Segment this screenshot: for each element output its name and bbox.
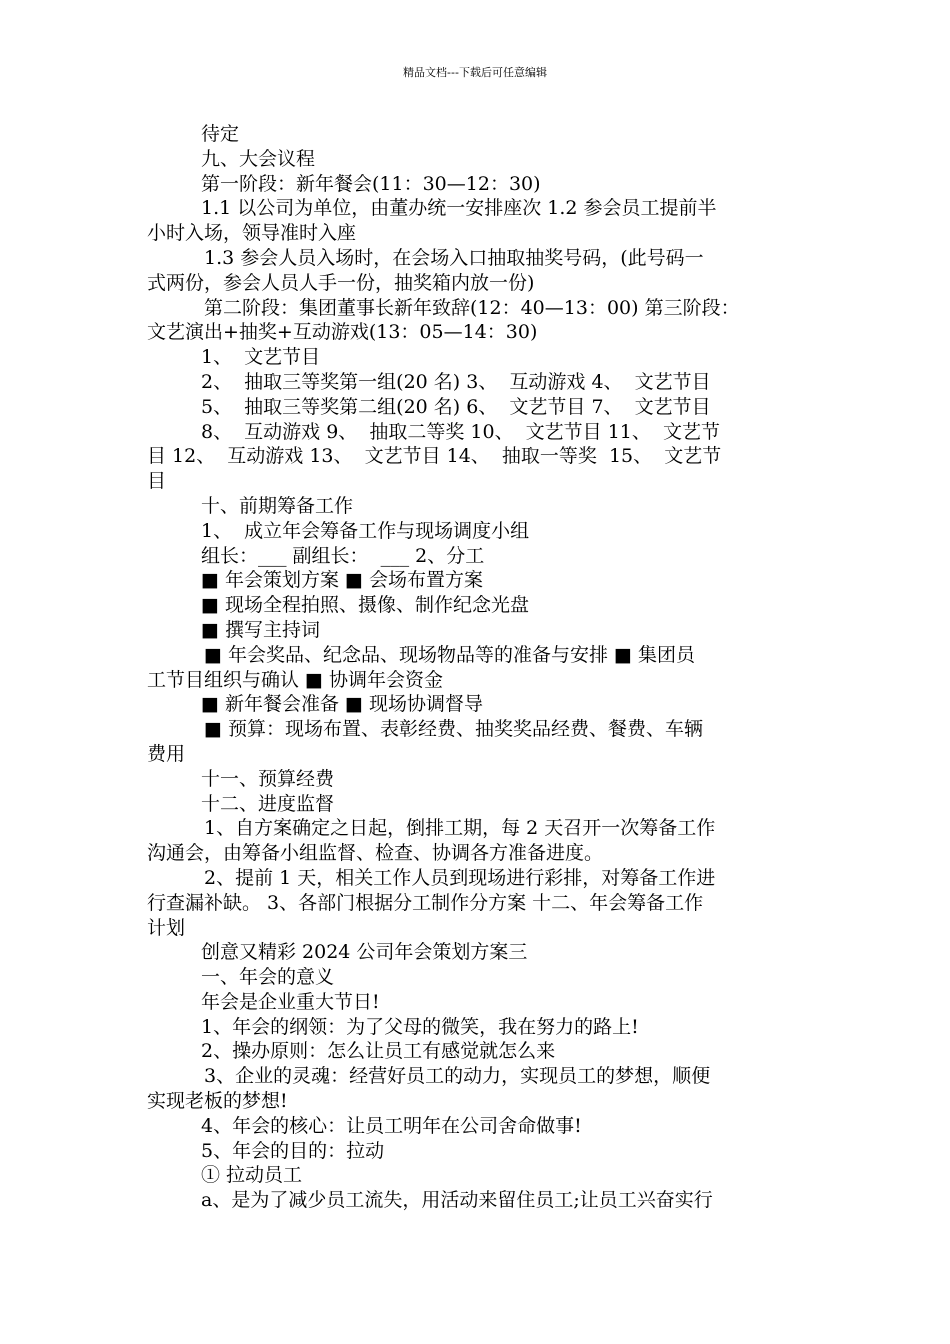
list-item: 实现老板的梦想! xyxy=(147,1090,288,1113)
text-line: 行查漏补缺。 3、各部门根据分工制作分方案 十二、年会筹备工作 xyxy=(147,891,704,914)
list-item: 2、 抽取三等奖第一组(20 名) 3、 互动游戏 4、 文艺节目 xyxy=(201,370,711,393)
bullet-item: ■ 撰写主持词 xyxy=(201,618,320,641)
text-line: 计划 xyxy=(147,916,186,939)
text-line: 文艺演出+抽奖+互动游戏(13：05—14：30) xyxy=(147,321,538,344)
list-item: 1、 成立年会筹备工作与现场调度小组 xyxy=(201,519,530,542)
text-line: 待定 xyxy=(201,123,240,145)
section-heading: 十、前期筹备工作 xyxy=(201,494,354,517)
list-item: 2、操办原则：怎么让员工有感觉就怎么来 xyxy=(201,1040,556,1063)
list-item: 5、 抽取三等奖第二组(20 名) 6、 文艺节目 7、 文艺节目 xyxy=(201,395,711,418)
list-item: 1、年会的纲领：为了父母的微笑，我在努力的路上! xyxy=(201,1015,639,1038)
bullet-item: ■ 预算：现场布置、表彰经费、抽奖奖品经费、餐费、车辆 xyxy=(204,718,703,741)
text-line: 2、提前 1 天，相关工作人员到现场进行彩排，对筹备工作进 xyxy=(204,866,716,889)
bullet-item: 费用 xyxy=(147,742,186,765)
text-line: 式两份，参会人员人手一份，抽奖箱内放一份) xyxy=(147,271,535,294)
document-title: 创意又精彩 2024 公司年会策划方案三 xyxy=(201,941,528,964)
section-heading: 一、年会的意义 xyxy=(201,966,335,989)
text-line: 第一阶段：新年餐会(11：30—12：30) xyxy=(201,172,541,195)
text-line: 小时入场，领导准时入座 xyxy=(147,222,357,245)
list-item: 目 xyxy=(147,470,167,493)
list-item: 1、 文艺节目 xyxy=(201,346,321,369)
list-item: 4、年会的核心：让员工明年在公司舍命做事! xyxy=(201,1114,582,1137)
text-line: 沟通会，由筹备小组监督、检查、协调各方准备进度。 xyxy=(147,842,604,865)
list-item: 8、 互动游戏 9、 抽取二等奖 10、 文艺节目 11、 文艺节 xyxy=(201,420,720,443)
section-heading: 十一、预算经费 xyxy=(201,767,335,790)
text-line: 1.3 参会人员入场时，在会场入口抽取抽奖号码，(此号码一 xyxy=(204,246,704,269)
document-body xyxy=(147,122,807,1213)
section-heading: 九、大会议程 xyxy=(201,147,316,170)
section-heading: 十二、进度监督 xyxy=(201,792,335,815)
bullet-item: 工节目组织与确认 ■ 协调年会资金 xyxy=(147,668,444,691)
text-line: 组长：___ 副组长： ___ 2、分工 xyxy=(201,544,485,567)
text-line: 1.1 以公司为单位，由董办统一安排座次 1.2 参会员工提前半 xyxy=(201,197,717,220)
bullet-item: ■ 现场全程拍照、摄像、制作纪念光盘 xyxy=(201,594,529,617)
list-item: a、是为了减少员工流失，用活动来留住员工;让员工兴奋实行 xyxy=(201,1189,713,1212)
page-header: 精品文档---下载后可任意编辑 xyxy=(403,66,547,79)
list-item: ① 拉动员工 xyxy=(201,1164,303,1187)
list-item: 目 12、 互动游戏 13、 文艺节目 14、 抽取一等奖 15、 文艺节 xyxy=(147,445,722,468)
text-line: 年会是企业重大节日! xyxy=(201,990,380,1013)
list-item: 3、企业的灵魂：经营好员工的动力，实现员工的梦想，顺便 xyxy=(204,1065,711,1088)
bullet-item: ■ 年会策划方案 ■ 会场布置方案 xyxy=(201,569,484,592)
text-line: 1、自方案确定之日起，倒排工期，每 2 天召开一次筹备工作 xyxy=(204,817,716,840)
list-item: 5、年会的目的：拉动 xyxy=(201,1139,385,1162)
bullet-item: ■ 新年餐会准备 ■ 现场协调督导 xyxy=(201,693,484,716)
bullet-item: ■ 年会奖品、纪念品、现场物品等的准备与安排 ■ 集团员 xyxy=(204,643,696,666)
text-line: 第二阶段：集团董事长新年致辞(12：40—13：00) 第三阶段： xyxy=(204,296,740,319)
